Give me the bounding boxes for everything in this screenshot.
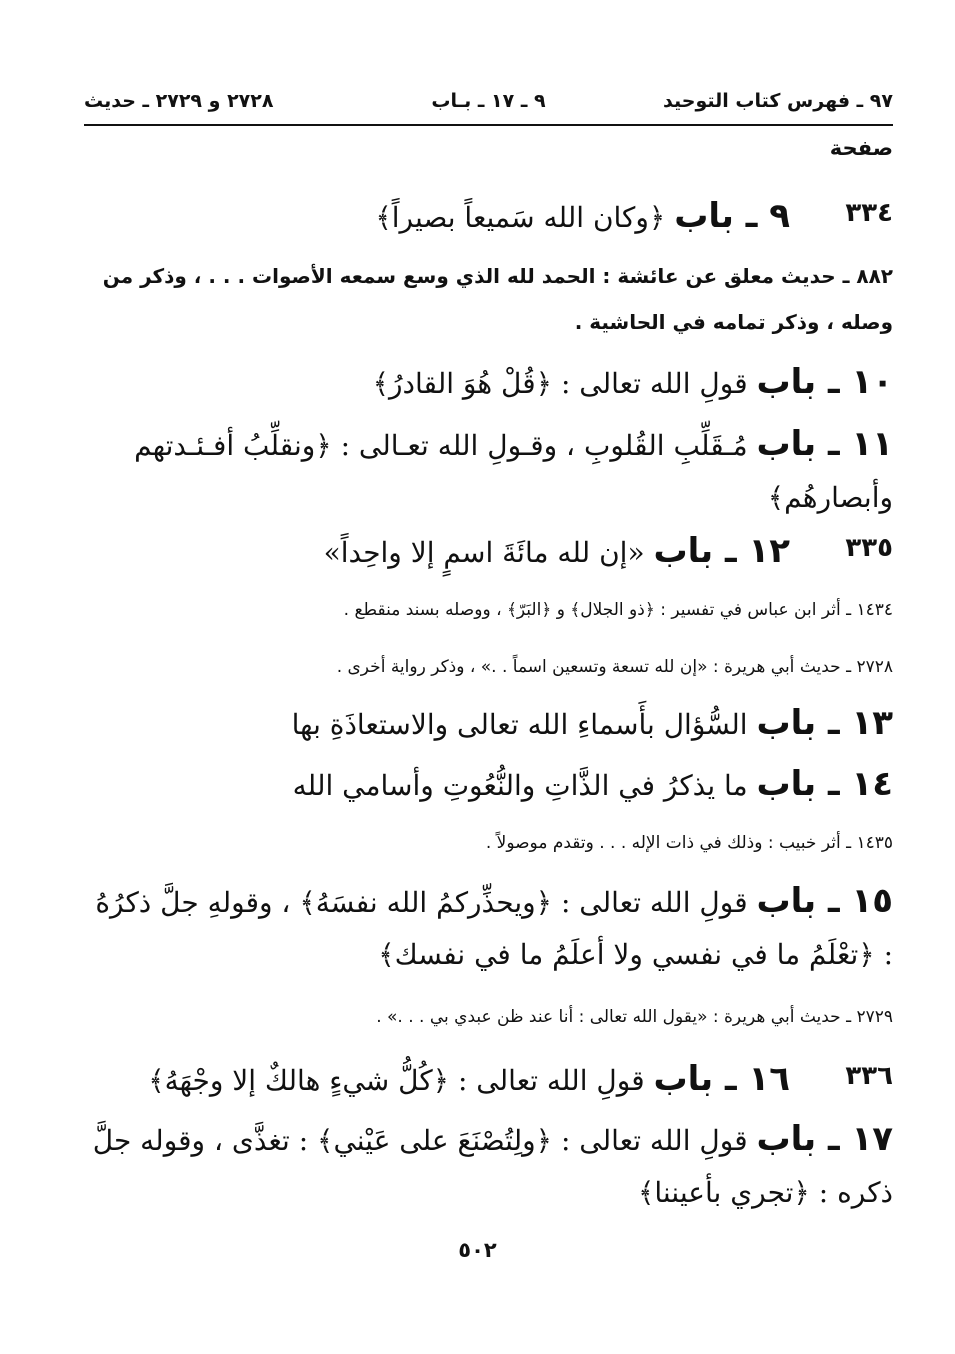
bab-12-title: «إن لله مائَةَ اسمٍ إلا واحِداً» xyxy=(323,536,645,569)
bab-17 xyxy=(80,1113,893,1219)
header-chapter: ٩٧ ـ فهرس كتاب التوحيد xyxy=(663,90,893,112)
bab-17-number: ١٧ ـ باب xyxy=(756,1119,893,1159)
bab-9-number: ٩ ـ باب xyxy=(674,196,790,236)
bab-15-number: ١٥ ـ باب xyxy=(756,881,893,921)
folio-number: ٥٠٢ xyxy=(458,1238,497,1262)
hadith-882: ٨٨٢ ـ حديث معلق عن عائشة : الحمد لله الذي وسع سمعه الأصوات . . . ، وذكر من وصله ، وذكر تمامه في الحاشية . xyxy=(102,264,893,334)
bab-16-title: قولِ الله تعالى : ﴿كُلُّ شيءٍ هالكٌ إلا وجْهَهُ﴾ xyxy=(148,1064,645,1097)
page-number-335: ٣٣٥ xyxy=(845,533,893,563)
athar-1434: ١٤٣٤ ـ أثر ابن عباس في تفسير : ﴿ذو الجلال﴾ و ﴿البَرّ﴾ ، ووصله بسند منقطع . xyxy=(343,600,893,620)
bab-16 xyxy=(80,1053,790,1107)
bab-11-title: مُـقَلِّبِ القُلوبِ ، وقـولِ الله تعـالى : ﴿ونقلِّبُ أفـئـدتهم وأبصارهُم﴾ xyxy=(134,429,893,514)
athar-1435: ١٤٣٥ ـ أثر خبيب : وذلك في ذات الإله . . . وتقدم موصولاً . xyxy=(485,833,893,853)
bab-9 xyxy=(80,190,790,244)
hadith-2729: ٢٧٢٩ ـ حديث أبي هريرة : «يقول الله تعالى : أنا عند ظن عبدي بي . . .» . xyxy=(376,1007,893,1027)
bab-13-title: السُّؤال بأَسماءِ الله تعالى والاستعاذَةِ بها xyxy=(291,708,748,741)
bab-15-title: قولِ الله تعالى : ﴿ويحذِّركمُ الله نفسَهُ﴾ ، وقولهِ جلَّ ذكرُهُ : ﴿تعْلَمُ ما في نفسي ولا أعلَمُ ما في نفسك﴾ xyxy=(95,886,893,971)
bab-14-title: ما يذكرُ في الذَّاتِ والنُّعُوتِ وأسامي الله xyxy=(292,769,748,802)
page-column-label: صفحة xyxy=(829,136,893,160)
bab-14-number: ١٤ ـ باب xyxy=(756,764,893,804)
bab-15 xyxy=(80,875,893,981)
bab-10-number: ١٠ ـ باب xyxy=(756,362,893,402)
page-number-336: ٣٣٦ xyxy=(845,1061,893,1091)
bab-10 xyxy=(80,356,893,410)
bab-11 xyxy=(80,418,893,524)
bab-12 xyxy=(80,525,790,579)
bab-10-title: قولِ الله تعالى : ﴿قُلْ هُوَ القادرُ﴾ xyxy=(372,367,748,400)
hadith-2728: ٢٧٢٨ ـ حديث أبي هريرة : «إن لله تسعة وتسعين اسماً . .» ، وذكر رواية أخرى . xyxy=(336,657,893,677)
page-number-334: ٣٣٤ xyxy=(845,198,893,228)
bab-11-number: ١١ ـ باب xyxy=(756,424,893,464)
running-header xyxy=(84,86,893,126)
bab-9-title: ﴿وكان الله سَميعاً بصيراً﴾ xyxy=(375,201,666,234)
bab-13 xyxy=(80,697,893,751)
bab-12-number: ١٢ ـ باب xyxy=(653,531,790,571)
header-section-range: ٩ ـ ١٧ ـ بـاب xyxy=(431,90,546,112)
bab-14 xyxy=(80,758,893,812)
bab-13-number: ١٣ ـ باب xyxy=(756,703,893,743)
bab-17-title: قولِ الله تعالى : ﴿ولِتُصْنَعَ على عَيْني﴾ : تغذَّى ، وقوله جلَّ ذكره : ﴿تجري بأعيننا﴾ xyxy=(92,1124,893,1209)
header-hadith-range: ٢٧٢٨ و ٢٧٢٩ ـ حديث xyxy=(84,90,274,112)
bab-16-number: ١٦ ـ باب xyxy=(653,1059,790,1099)
